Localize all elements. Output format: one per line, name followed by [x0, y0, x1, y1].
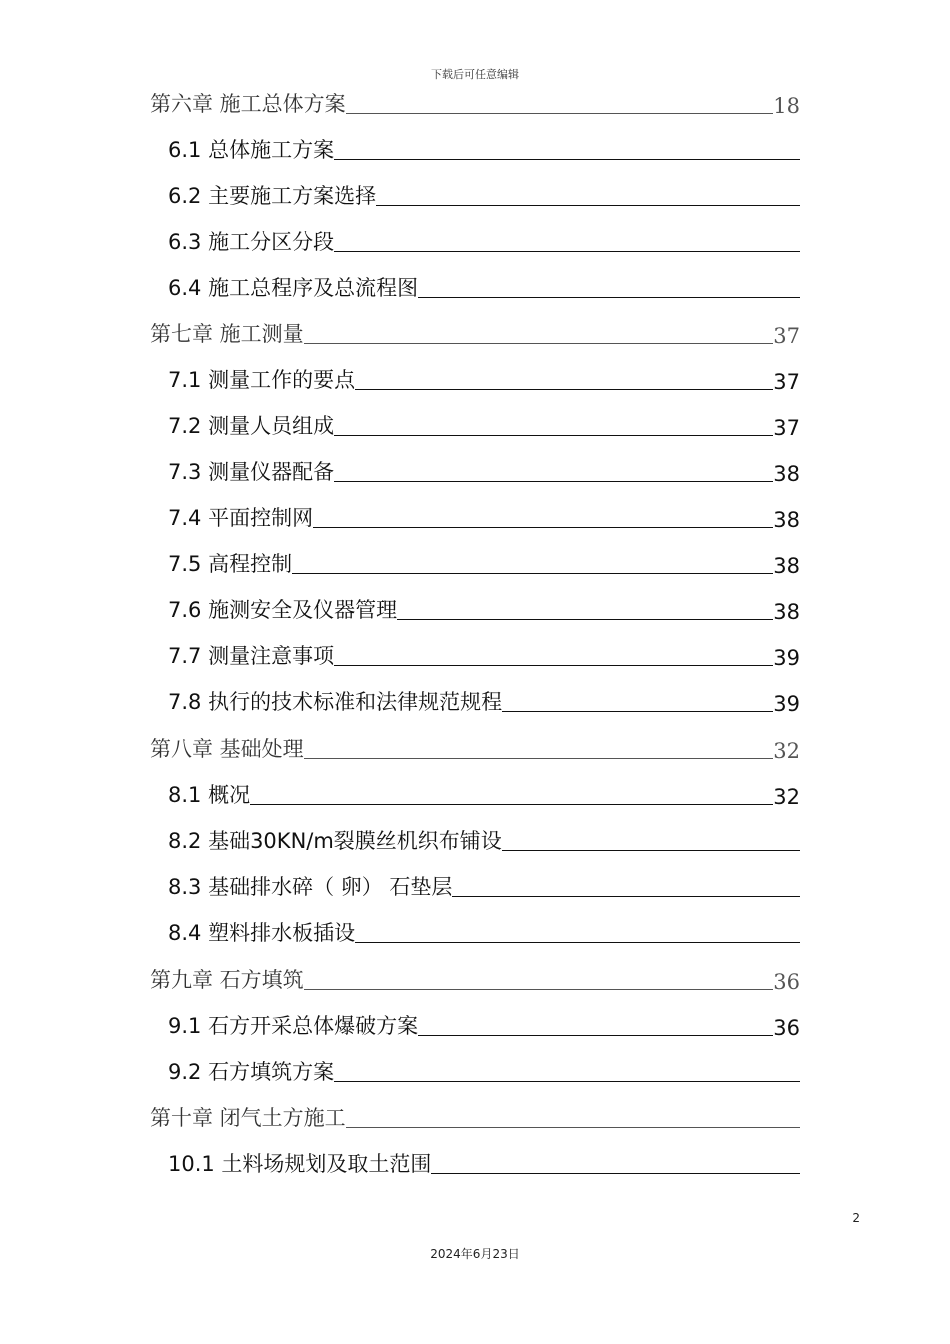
toc-page: 36 [773, 970, 800, 994]
toc-title: 7.4 平面控制网 [168, 506, 314, 530]
toc-title: 7.7 测量注意事项 [168, 644, 335, 668]
toc-section-6-1[interactable] [168, 134, 800, 164]
toc-page: 39 [773, 646, 800, 670]
toc-leader [355, 942, 800, 943]
toc-leader [397, 619, 773, 620]
toc-section-7-5[interactable] [168, 548, 800, 578]
toc-page: 37 [773, 370, 800, 394]
page-header: 下载后可任意编辑 [431, 68, 519, 81]
toc-leader [250, 804, 773, 805]
toc-title: 第七章 施工测量 [150, 322, 304, 346]
toc-section-6-2[interactable] [168, 180, 800, 210]
toc-page: 32 [773, 785, 800, 809]
toc-leader [334, 435, 773, 436]
toc-page: 36 [773, 1016, 800, 1040]
toc-leader [431, 1173, 800, 1174]
page-footer-date: 2024年6月23日 [430, 1247, 520, 1261]
toc-leader [304, 989, 774, 990]
toc-title: 第六章 施工总体方案 [150, 92, 346, 116]
toc-title: 7.2 测量人员组成 [168, 414, 335, 438]
toc-title: 7.1 测量工作的要点 [168, 368, 356, 392]
toc-page: 38 [773, 462, 800, 486]
toc-leader [313, 527, 773, 528]
toc-leader [334, 159, 800, 160]
toc-title: 9.2 石方填筑方案 [168, 1060, 335, 1084]
toc-section-8-3[interactable] [168, 871, 800, 901]
toc-leader [452, 896, 800, 897]
toc-title: 第九章 石方填筑 [150, 968, 304, 992]
toc-section-8-4[interactable] [168, 917, 800, 947]
toc-leader [334, 665, 773, 666]
toc-leader [376, 205, 800, 206]
toc-leader [304, 758, 774, 759]
toc-title: 6.2 主要施工方案选择 [168, 184, 377, 208]
toc-title: 9.1 石方开采总体爆破方案 [168, 1014, 419, 1038]
page-number: 2 [852, 1211, 860, 1225]
toc-page: 38 [773, 600, 800, 624]
toc-chapter-9[interactable] [150, 964, 800, 994]
toc-section-7-7[interactable] [168, 640, 800, 670]
toc-section-9-2[interactable] [168, 1056, 800, 1086]
toc-section-7-8[interactable] [168, 686, 800, 716]
toc-page: 32 [773, 739, 800, 763]
toc-title: 7.6 施测安全及仪器管理 [168, 598, 398, 622]
toc-title: 6.3 施工分区分段 [168, 230, 335, 254]
toc-page: 38 [773, 508, 800, 532]
toc-leader [346, 113, 774, 114]
toc-title: 7.3 测量仪器配备 [168, 460, 335, 484]
toc-title: 6.4 施工总程序及总流程图 [168, 276, 419, 300]
toc-leader [334, 481, 773, 482]
toc-title: 6.1 总体施工方案 [168, 138, 335, 162]
toc-leader [502, 850, 800, 851]
toc-section-7-1[interactable] [168, 364, 800, 394]
toc-leader [355, 389, 773, 390]
toc-title: 8.3 基础排水碎（ 卵） 石垫层 [168, 875, 453, 899]
toc-chapter-7[interactable] [150, 318, 800, 348]
toc-leader [334, 1081, 800, 1082]
toc-chapter-10[interactable] [150, 1102, 800, 1132]
toc-title: 8.4 塑料排水板插设 [168, 921, 356, 945]
toc-page: 37 [773, 324, 800, 348]
toc-page: 39 [773, 692, 800, 716]
toc-section-7-2[interactable] [168, 410, 800, 440]
toc-section-8-1[interactable] [168, 779, 800, 809]
toc-chapter-6[interactable] [150, 88, 800, 118]
toc-title: 第十章 闭气土方施工 [150, 1106, 346, 1130]
toc-section-10-1[interactable] [168, 1148, 800, 1178]
toc-title: 7.8 执行的技术标准和法律规范规程 [168, 690, 503, 714]
toc-title: 8.2 基础30KN/m裂膜丝机织布铺设 [168, 829, 502, 853]
toc-title: 8.1 概况 [168, 783, 251, 807]
toc-section-9-1[interactable] [168, 1010, 800, 1040]
toc-page: 38 [773, 554, 800, 578]
toc-leader [292, 573, 773, 574]
toc-section-7-4[interactable] [168, 502, 800, 532]
toc-title: 10.1 土料场规划及取土范围 [168, 1152, 432, 1176]
toc-section-6-3[interactable] [168, 226, 800, 256]
toc-leader [304, 343, 774, 344]
toc-leader [346, 1127, 800, 1128]
toc-section-7-6[interactable] [168, 594, 800, 624]
toc-section-8-2[interactable] [168, 825, 800, 855]
toc-chapter-8[interactable] [150, 733, 800, 763]
toc-leader [418, 297, 800, 298]
toc-title: 第八章 基础处理 [150, 737, 304, 761]
toc-title: 7.5 高程控制 [168, 552, 293, 576]
toc-leader [418, 1035, 773, 1036]
toc-section-7-3[interactable] [168, 456, 800, 486]
toc-page: 18 [773, 94, 800, 118]
toc-page: 37 [773, 416, 800, 440]
toc-leader [334, 251, 800, 252]
toc-leader [502, 711, 773, 712]
toc-section-6-4[interactable] [168, 272, 800, 302]
